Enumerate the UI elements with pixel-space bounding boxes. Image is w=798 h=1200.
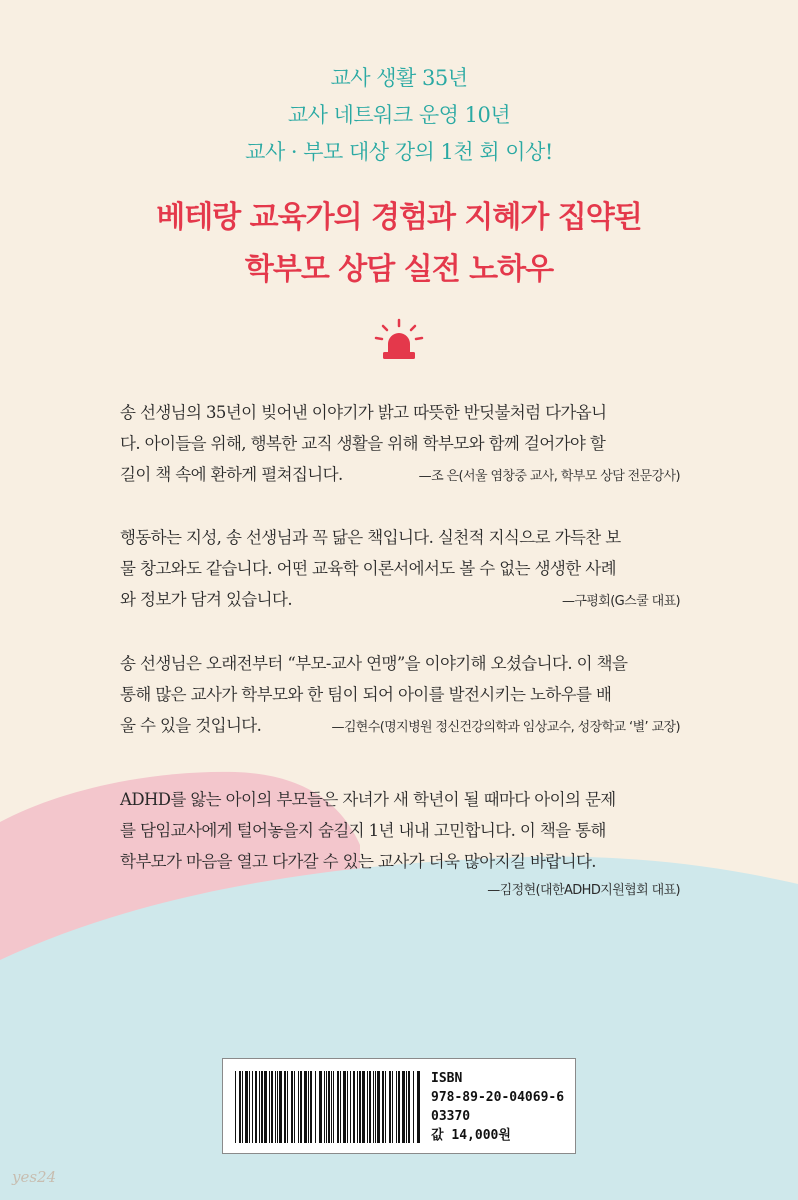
quote-line: 다. 아이들을 위해, 행복한 교직 생활을 위해 학부모와 함께 걸어가야 할	[120, 434, 606, 453]
intro-credentials	[0, 60, 798, 171]
quote-attribution: —김정현(대한ADHD지원협회 대표)	[487, 883, 680, 898]
quote-line: 와 정보가 담겨 있습니다.	[120, 590, 292, 609]
isbn-number: 978-89-20-04069-6	[431, 1090, 565, 1105]
intro-line: 교사 · 부모 대상 강의 1천 회 이상!	[245, 140, 553, 164]
quote-attribution: —김현수(명지병원 정신건강의학과 임상교수, 성장학교 ‘별’ 교장)	[331, 720, 680, 735]
siren-icon	[373, 318, 425, 362]
quote-line: 행동하는 지성, 송 선생님과 꼭 닮은 책입니다. 실천적 지식으로 가득찬 보	[120, 528, 621, 547]
quote-line: ADHD를 앓는 아이의 부모들은 자녀가 새 학년이 될 때마다 아이의 문제	[120, 790, 616, 809]
quote-line: 길이 책 속에 환하게 펼쳐집니다.	[120, 465, 343, 484]
quote-line: 송 선생님의 35년이 빚어낸 이야기가 밝고 따뜻한 반딧불처럼 다가옵니	[120, 403, 607, 422]
price: 값 14,000원	[431, 1128, 511, 1143]
quote-line: 를 담임교사에게 털어놓을지 숨길지 1년 내내 고민합니다. 이 책을 통해	[120, 821, 606, 840]
isbn-text	[431, 1069, 564, 1145]
intro-line: 교사 생활 35년	[330, 66, 468, 90]
isbn-barcode-box	[222, 1058, 576, 1154]
watermark: yes24	[12, 1168, 57, 1186]
isbn-label: ISBN	[431, 1071, 463, 1086]
intro-line: 교사 네트워크 운영 10년	[287, 103, 511, 127]
quote-line: 송 선생님은 오래전부터 “부모-교사 연맹”을 이야기해 오셨습니다. 이 책을	[120, 654, 628, 673]
endorsement-quote	[120, 648, 680, 743]
quote-attribution: —구평회(G스쿨 대표)	[561, 594, 680, 609]
endorsement-quote	[120, 397, 680, 492]
quote-line: 통해 많은 교사가 학부모와 한 팀이 되어 아이를 발전시키는 노하우를 배	[120, 685, 612, 704]
headline	[0, 192, 798, 296]
headline-line: 학부모 상담 실전 노하우	[244, 252, 554, 287]
barcode-graphic	[233, 1071, 423, 1143]
quote-line: 물 창고와도 같습니다. 어떤 교육학 이론서에서도 볼 수 없는 생생한 사례	[120, 559, 616, 578]
quote-attribution: —조 은(서울 염창중 교사, 학부모 상담 전문강사)	[418, 469, 680, 484]
endorsement-quote	[120, 784, 680, 898]
quote-line: 울 수 있을 것입니다.	[120, 716, 262, 735]
isbn-add-on: 03370	[431, 1109, 471, 1124]
headline-line: 베테랑 교육가의 경험과 지혜가 집약된	[156, 200, 642, 235]
endorsement-quote	[120, 522, 680, 617]
quote-line: 학부모가 마음을 열고 다가갈 수 있는 교사가 더욱 많아지길 바랍니다.	[120, 852, 596, 871]
